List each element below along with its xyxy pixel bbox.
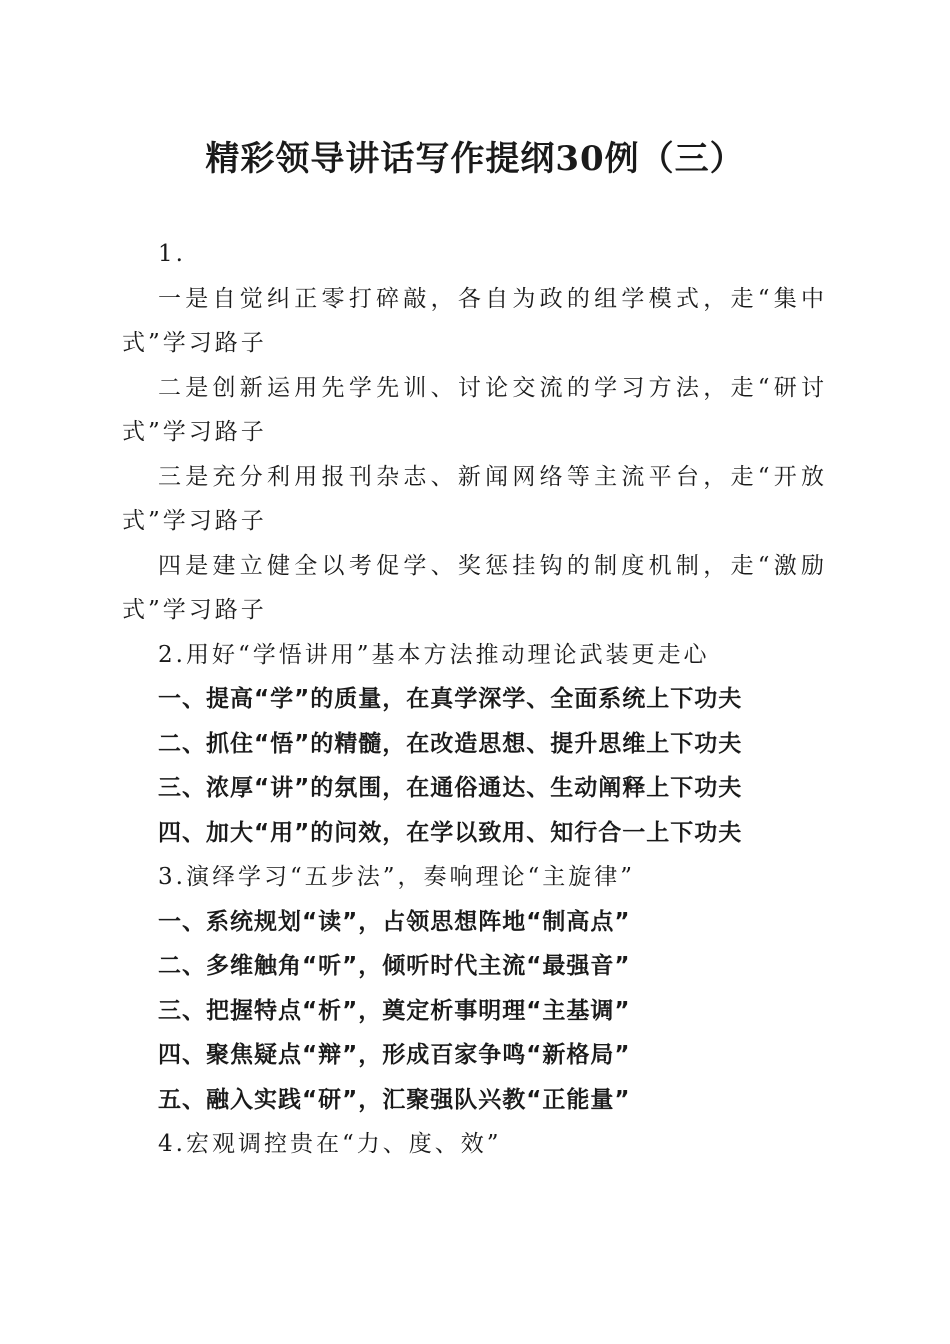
list-item: 二、多维触角“听”，倾听时代主流“最强音” [158, 953, 631, 979]
list-item: 一、提高“学”的质量，在真学深学、全面系统上下功夫 [158, 686, 743, 712]
document-body [122, 232, 827, 1167]
list-item: 三是充分利用报刊杂志、新闻网络等主流平台，走“开放式”学习路子 [122, 463, 827, 534]
section-heading: 3.演绎学习“五步法”，奏响理论“主旋律” [158, 864, 635, 890]
list-item: 二、抓住“悟”的精髓，在改造思想、提升思维上下功夫 [158, 730, 743, 757]
section-heading: 1. [158, 241, 186, 267]
list-item: 五、融入实践“研”，汇聚强队兴教“正能量” [158, 1086, 631, 1113]
list-item: 一是自觉纠正零打碎敲，各自为政的组学模式，走“集中式”学习路子 [122, 285, 827, 356]
section-heading: 4.宏观调控贵在“力、度、效” [158, 1131, 502, 1157]
list-item: 四、加大“用”的问效，在学以致用、知行合一上下功夫 [158, 819, 743, 846]
section-heading: 2.用好“学悟讲用”基本方法推动理论武装更走心 [158, 641, 710, 668]
list-item: 三、浓厚“讲”的氛围，在通俗通达、生动阐释上下功夫 [158, 775, 743, 801]
list-item: 一、系统规划“读”，占领思想阵地“制高点” [158, 908, 631, 935]
list-item: 四、聚焦疑点“辩”，形成百家争鸣“新格局” [158, 1042, 631, 1068]
list-item: 二是创新运用先学先训、讨论交流的学习方法，走“研讨式”学习路子 [122, 374, 827, 445]
list-item: 三、把握特点“析”，奠定析事明理“主基调” [158, 997, 631, 1024]
document-title: 精彩领导讲话写作提纲30例（三） [205, 139, 745, 179]
list-item: 四是建立健全以考促学、奖惩挂钩的制度机制，走“激励式”学习路子 [122, 552, 827, 623]
